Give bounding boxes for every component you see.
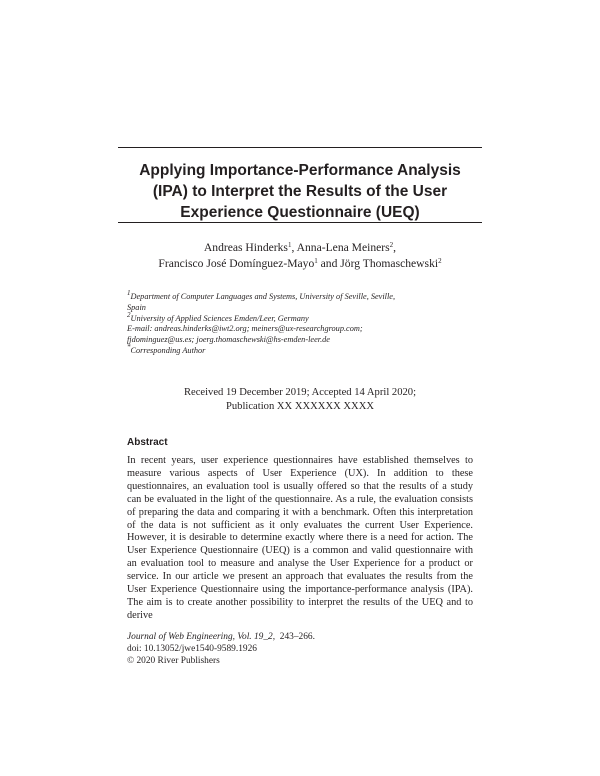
email-text: fjdominguez@us.es; joerg.thomaschewski@hs-emden-leer.de (127, 335, 330, 345)
affiliation-text: University of Applied Sciences Emden/Leer, Germany (130, 313, 309, 323)
journal-name: Journal of Web Engineering, Vol. 19_2, (127, 632, 276, 642)
author-line: Francisco José Domínguez-Mayo$^1$ and Jörg Thomaschewski$^2$ (158, 257, 442, 270)
affiliation-mark: 1 (127, 289, 131, 297)
paper-title (118, 160, 482, 223)
publication-date: Publication XX XXXXXX XXXX (225, 400, 374, 412)
title-bottom-rule (118, 222, 482, 223)
title-top-rule (118, 147, 482, 148)
author-affil-mark: 1 (287, 241, 292, 249)
email-text: E-mail: andreas.hinderks@iwt2.org; meiners@ux-researchgroup.com; (127, 324, 363, 334)
title-line: Applying Importance-Performance Analysis (139, 162, 461, 179)
journal-citation (127, 631, 315, 643)
affiliation-line (127, 310, 473, 325)
affiliation-text: Department of Computer Languages and Systems, University of Seville, Seville, (130, 292, 396, 301)
affiliation-text: Spain (127, 302, 146, 312)
corresponding-text: Corresponding Author (130, 345, 206, 355)
author-name: Jörg Thomaschewski (340, 257, 439, 270)
author-name: Andreas Hinderks (203, 241, 288, 254)
title-line: Experience Questionnaire (UEQ) (180, 204, 420, 221)
title-line: (IPA) to Interpret the Results of the User (152, 183, 448, 200)
received-info (118, 386, 482, 413)
corresponding-author-note (127, 342, 473, 357)
received-dates: Received 19 December 2019; Accepted 14 April 2020; (183, 387, 417, 398)
abstract-text: In recent years, user experience questionnaires have established themselves to measure various aspects of User Experience (UX). In addition to these questionnaires, an evaluation tool is usually offered so that the results of a study can be evaluated in the light of the questionnaire. As a rule, the evaluation consists of preparing the data and comparing it with a benchmark. Often this interpretation of the data is not sufficient as it only evaluates the current User Experience. However, it is desirable to determine exactly where there is a need for action. The User Experience Questionnaire (UEQ) is a common and valid questionnaire with an evaluation tool to measure and analyse the User Experience for a product or service. In our article we present an approach that evaluates the results from the User Experience Questionnaire using the importance-performance analysis (IPA). The aim is to create another possibility to interpret the results of the UEQ and to derive (127, 455, 473, 621)
author-name: Francisco José Domínguez-Mayo (158, 257, 315, 270)
author-list (118, 240, 482, 272)
journal-pages: 243–266. (279, 632, 315, 642)
affiliation-line (127, 289, 473, 303)
abstract-heading: Abstract (127, 437, 168, 448)
author-line: Andreas Hinderks$^1$, Anna-Lena Meiners$^2$, (203, 241, 397, 254)
author-name: Anna-Lena Meiners (296, 241, 390, 254)
corresponding-mark: * (127, 342, 131, 351)
email-line (127, 335, 473, 346)
affiliation-line (127, 303, 473, 314)
affiliation-mark: 2 (127, 310, 131, 319)
author-affil-mark: 2 (389, 241, 394, 249)
affiliations (127, 289, 473, 357)
author-affil-mark: 1 (314, 257, 318, 265)
journal-info (127, 631, 315, 667)
author-affil-mark: 2 (438, 257, 442, 265)
email-line (127, 324, 473, 335)
doi: doi: 10.13052/jwe1540-9589.1926 (127, 644, 257, 654)
copyright: © 2020 River Publishers (127, 656, 220, 666)
